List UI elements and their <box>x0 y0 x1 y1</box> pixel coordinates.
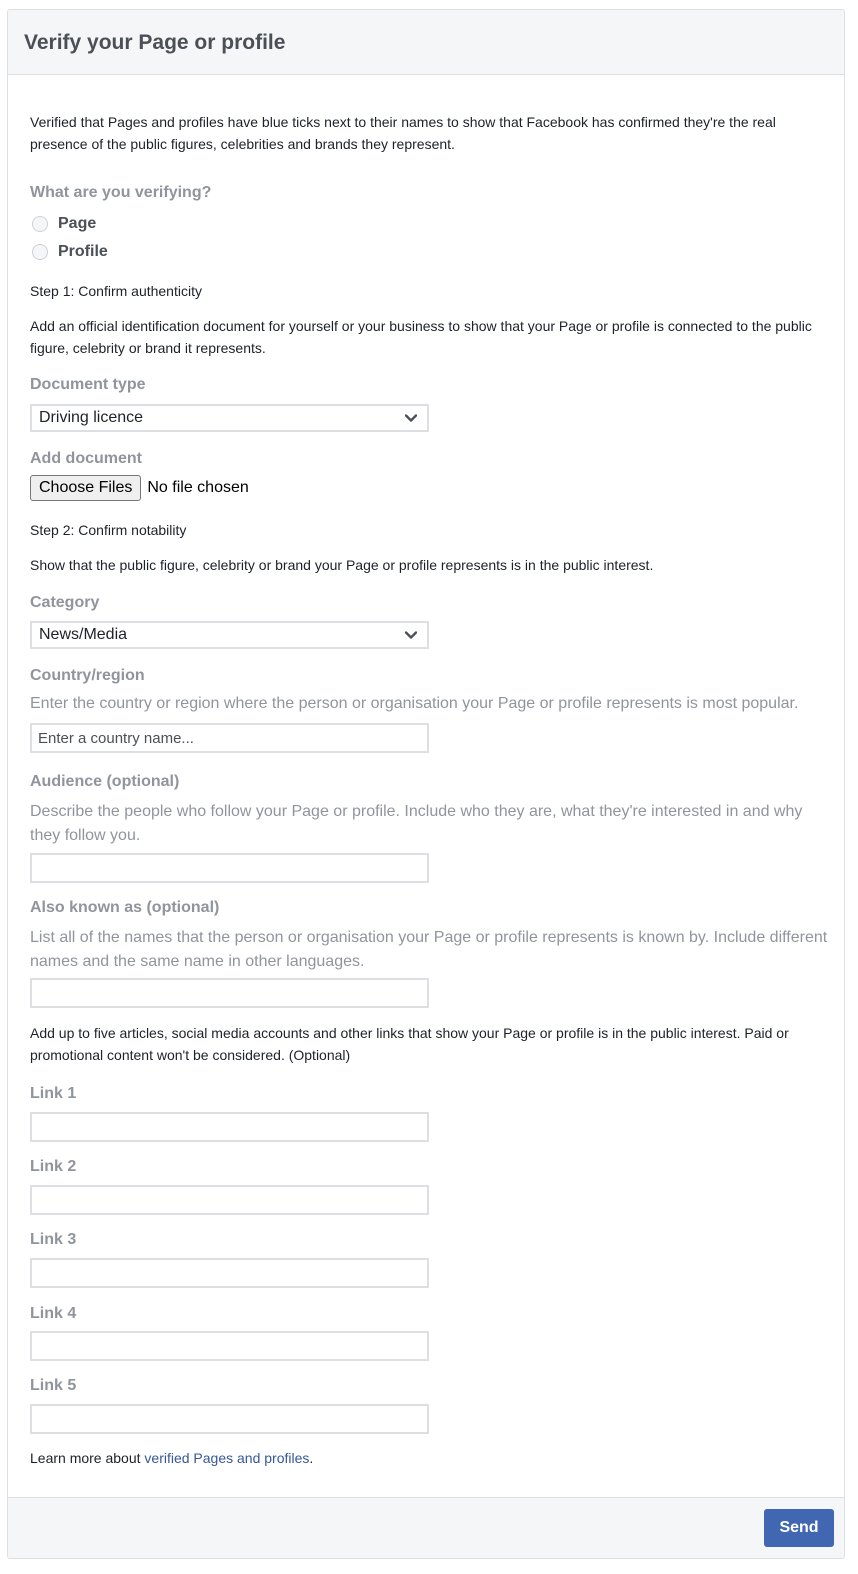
link-3-label: Link 3 <box>30 1231 77 1248</box>
link-5-input[interactable] <box>30 1404 429 1434</box>
send-button[interactable]: Send <box>764 1509 834 1547</box>
chevron-down-icon <box>405 629 417 641</box>
verification-form-card <box>7 9 845 1559</box>
card-header <box>8 10 844 75</box>
step1-title: Step 1: Confirm authenticity <box>30 283 202 299</box>
add-document-label: Add document <box>30 450 142 467</box>
page-radio[interactable] <box>32 216 48 232</box>
document-type-value: Driving licence <box>39 409 144 426</box>
category-select[interactable] <box>30 621 429 649</box>
link-2-input[interactable] <box>30 1185 429 1215</box>
file-status: No file chosen <box>147 479 249 496</box>
aka-input[interactable] <box>30 978 429 1008</box>
category-label: Category <box>30 594 100 611</box>
verified-pages-link[interactable]: verified Pages and profiles <box>144 1450 310 1466</box>
links-description: Add up to five articles, social media accounts and other links that show your Page or profile is in the public interest. Paid or promotional content won't be considered. (Optional) <box>30 1025 789 1063</box>
link-4-input[interactable] <box>30 1331 429 1361</box>
country-input[interactable] <box>30 723 429 753</box>
category-value: News/Media <box>39 626 128 643</box>
link-5-label: Link 5 <box>30 1377 77 1394</box>
country-hint: Enter the country or region where the person or organisation your Page or profile represents is most popular. <box>30 695 799 712</box>
radio-option-page[interactable] <box>30 213 96 235</box>
choose-files-button[interactable]: Choose Files <box>30 475 141 501</box>
document-type-select[interactable] <box>30 404 429 432</box>
learn-more-suffix: . <box>309 1450 314 1466</box>
link-1-label: Link 1 <box>30 1085 77 1102</box>
link-3-input[interactable] <box>30 1258 429 1288</box>
aka-hint: List all of the names that the person or organisation your Page or profile represents is known by. Include different names and the same name in other languages. <box>30 929 828 970</box>
chevron-down-icon <box>405 412 417 424</box>
profile-radio[interactable] <box>32 244 48 260</box>
radio-option-profile[interactable] <box>30 241 108 263</box>
intro-text: Verified that Pages and profiles have blue ticks next to their names to show that Facebook has confirmed they're the real presence of the public figures, celebrities and brands they represent. <box>30 114 776 152</box>
step2-title: Step 2: Confirm notability <box>30 522 187 538</box>
page-radio-label: Page <box>58 215 97 232</box>
profile-radio-label: Profile <box>58 243 108 260</box>
audience-hint: Describe the people who follow your Page or profile. Include who they are, what they're interested in and why they follow you. <box>30 803 803 844</box>
aka-label: Also known as (optional) <box>30 899 220 916</box>
link-2-label: Link 2 <box>30 1158 77 1175</box>
learn-more-prefix: Learn more about <box>30 1450 145 1466</box>
learn-more-text <box>30 1447 830 1469</box>
document-type-label: Document type <box>30 376 146 393</box>
step1-description: Add an official identification document for yourself or your business to show that your Page or profile is connected to the public figure, celebrity or brand it represents. <box>30 318 812 356</box>
step2-description: Show that the public figure, celebrity or brand your Page or profile represents is in the public interest. <box>30 557 654 573</box>
verifying-label: What are you verifying? <box>30 184 212 201</box>
file-upload <box>30 475 249 501</box>
audience-label: Audience (optional) <box>30 773 180 790</box>
country-label: Country/region <box>30 667 145 684</box>
link-1-input[interactable] <box>30 1112 429 1142</box>
audience-input[interactable] <box>30 853 429 883</box>
card-footer <box>8 1497 844 1559</box>
link-4-label: Link 4 <box>30 1305 77 1322</box>
page-title: Verify your Page or profile <box>24 31 286 54</box>
